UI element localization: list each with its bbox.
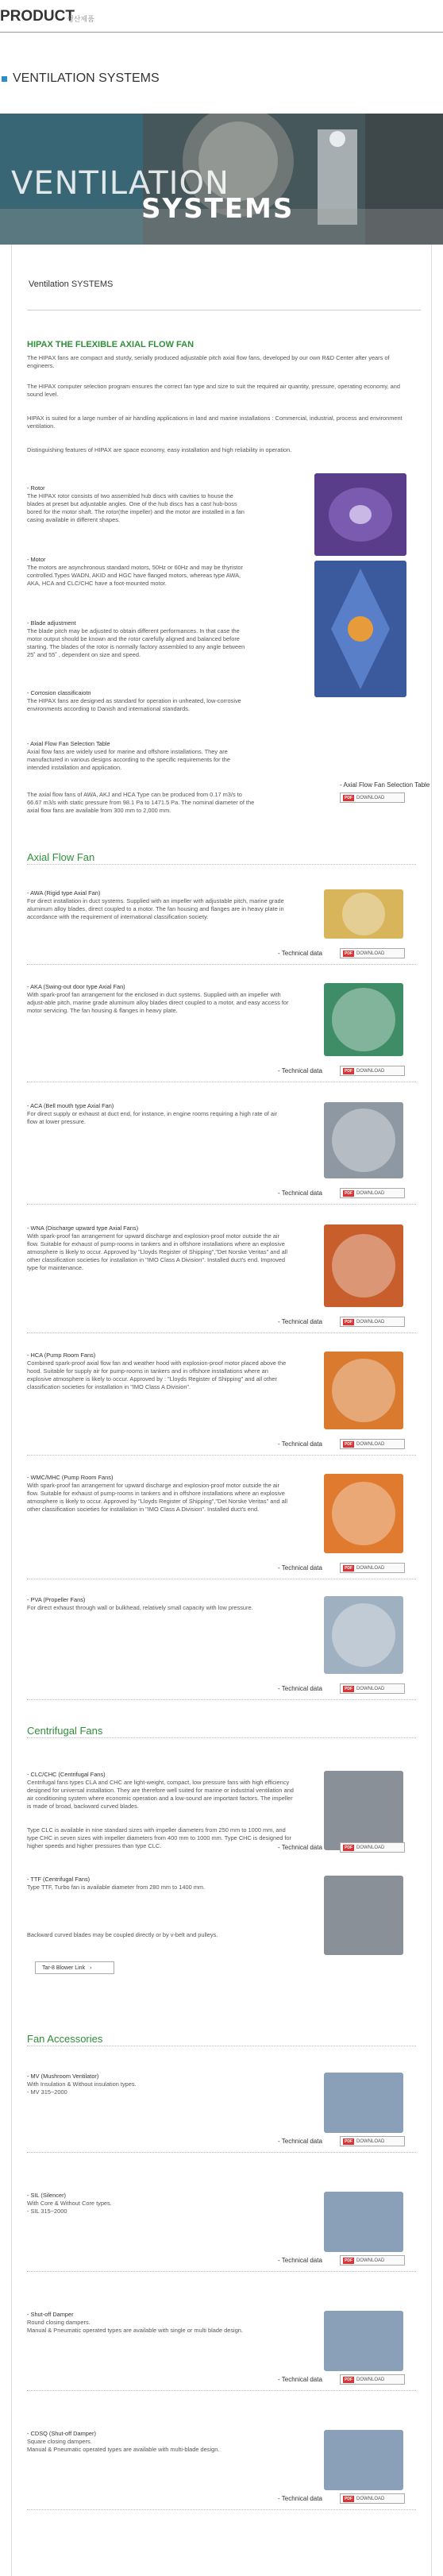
- selection-table-title: - Axial Flow Fan Selection Table: [27, 740, 110, 747]
- technical-data-pdf-button[interactable]: PDF DOWNLOAD: [340, 1188, 405, 1198]
- intro-paragraph-2: The HIPAX computer selection program ensures the correct fan type and size to suit the required air quantity, pressure, operating economy, and sound level.: [27, 383, 400, 398]
- fan-product-image: [324, 1771, 403, 1850]
- technical-data-pdf-button[interactable]: PDF DOWNLOAD: [340, 1842, 405, 1853]
- rotor-title: - Rotor: [27, 484, 45, 492]
- section-bullet-icon: [2, 76, 7, 82]
- technical-data-label: - Technical data: [278, 1440, 322, 1448]
- technical-data-label: - Technical data: [278, 1190, 322, 1197]
- technical-data-label: - Technical data: [278, 950, 322, 957]
- axial-fan-name: - HCA (Pump Room Fans): [27, 1352, 96, 1359]
- motor-text: The motors are asynchronous standard motors, 50Hz or 60Hz and may be thyristor controlled.Types WADN, AKID and HGC have flanged motors, whereas type AWA, AKA, HCA and CLC/CHC have a foot-mounted motor.: [27, 564, 243, 587]
- fan-product-image: [324, 983, 403, 1056]
- accessory-product-image: [324, 2192, 403, 2252]
- title-divider: [0, 32, 443, 33]
- axial-fan-desc: With spark-proof fan arrangement for upward discharge and explosion-proof motor outside the air flow. Suitable for exhaust of pump-rooms in tankers and in offshore installations where an explosive atmosphere is likely to occur. Approved by "Lloyds Register of Shipping","Det Norske Veritas" and all other classification societies for installation in "IMO Class A Division". Installed duct's end.: [27, 1482, 288, 1513]
- centrifugal-fan-desc-2: Type CLC is available in nine standard sizes with impeller diameters from 250 mm to 1000 mm, and type CHC in seven sizes with impeller diameters from 400 mm to 1000 mm. Type CHC is designed for higher speeds and higher pressures than type CLC.: [27, 1826, 291, 1849]
- axial-fan-name: - WMC/MHC (Pump Room Fans): [27, 1474, 114, 1481]
- technical-data-pdf-button[interactable]: PDF DOWNLOAD: [340, 1317, 405, 1327]
- intro-paragraph-1: The HIPAX fans are compact and sturdy, serially produced adjustable pitch axial flow fans, developed by our own R&D Center after years of engineers.: [27, 354, 390, 369]
- intro-paragraph-3: HIPAX is suited for a large number of air handling applications in land and marine installations : Commercial, industrial, process and environment ventilation.: [27, 415, 403, 430]
- blower-link-button[interactable]: Tar-8 Blower Link ›: [35, 1961, 114, 1974]
- technical-data-label: - Technical data: [278, 1564, 322, 1571]
- intro-label: Ventilation SYSTEMS: [29, 280, 114, 289]
- axial-fan-name: - WNA (Discharge upward type Axial Fans): [27, 1224, 139, 1232]
- centrifugal-fan-desc-2: Backward curved blades may be coupled directly or by v-belt and pulleys.: [27, 1931, 218, 1938]
- technical-data-pdf-button[interactable]: PDF DOWNLOAD: [340, 1439, 405, 1449]
- row-divider: [27, 1699, 416, 1700]
- accessory-desc-2: Manual & Pneumatic operated types are available with multi-blade design.: [27, 2446, 220, 2453]
- hero-word-systems: SYSTEMS: [141, 193, 295, 225]
- pdf-icon: PDF: [345, 2496, 352, 2501]
- centrifugal-fan-desc: Type TTF, Turbo fan is available diameter from 280 mm to 1400 mm.: [27, 1884, 206, 1891]
- impeller-image: [314, 561, 406, 697]
- technical-data-label: - Technical data: [278, 1067, 322, 1074]
- technical-data-pdf-button[interactable]: PDF DOWNLOAD: [340, 2493, 405, 2504]
- fan-product-image: [324, 1596, 403, 1674]
- pdf-icon: PDF: [345, 795, 352, 800]
- axial-fan-name: - ACA (Bell mouth type Axial Fan): [27, 1102, 114, 1109]
- technical-data-label: - Technical data: [278, 2495, 322, 2502]
- accessory-name: - SIL (Silencer): [27, 2192, 67, 2199]
- technical-data-pdf-button[interactable]: PDF DOWNLOAD: [340, 1563, 405, 1573]
- technical-data-pdf-button[interactable]: PDF DOWNLOAD: [340, 2255, 405, 2266]
- axial-fan-desc: For direct supply or exhaust at duct end, for instance, in engine rooms requiring a high rate of air flow at lower pressure.: [27, 1110, 278, 1125]
- fan-product-image: [324, 1224, 403, 1307]
- corrosion-title: - Corrosion classificaiotn: [27, 689, 91, 696]
- rotor-text: The HIPAX rotor consists of two assembled hub discs with cavities to house the blades at preset but adjustable angles. One of the hub discs has a cast hub-boss bored for the motor shaft. The rotor(the impeller) and the motor are installed in a fan casing available in different shapes.: [27, 492, 245, 523]
- centrifugal-heading: Centrifugal Fans: [27, 1725, 103, 1737]
- technical-data-label: - Technical data: [278, 2257, 322, 2264]
- pdf-icon: PDF: [345, 1068, 352, 1074]
- axial-fan-desc: Combined spark-proof axial flow fan and weather hood with explosion-proof motor placed above the hood. Suitable for supply air for pump-rooms in tankers and in offshore installations where an explosive atmosphere is likely to occur. Approved by : "Lloyds Register of Shipping" and all other classification societies for installation in "IMO Class A Division".: [27, 1359, 287, 1390]
- pdf-icon: PDF: [345, 2138, 352, 2144]
- centrifugal-fan-name: - TTF (Centrifugal Fans): [27, 1876, 91, 1883]
- pdf-icon: PDF: [345, 951, 352, 956]
- technical-data-pdf-button[interactable]: PDF DOWNLOAD: [340, 2136, 405, 2146]
- centrifugal-fan-desc: Centrifugal fans types CLA and CHC are light-weight, compact, low pressure fans with high efficiency designed for universal installation. They are therefore well suited for marine or industrial ventilation and air conditioning system where economic operation and a low-sound are important factors. The impeller is made of broad, backward curved blades.: [27, 1779, 294, 1810]
- fan-product-image: [324, 1352, 403, 1429]
- accessory-product-image: [324, 2073, 403, 2133]
- accessory-desc: With Core & Without Core types.: [27, 2200, 112, 2207]
- pdf-icon: PDF: [345, 1845, 352, 1850]
- selection-table-text: Axial flow fans are widely used for marine and offshore installations. They are manufactured in various designs according to the specific requirements for the intended installation and application.: [27, 748, 230, 771]
- selection-table-link[interactable]: - Axial Flow Fan Selection Table: [340, 781, 430, 789]
- motor-title: - Motor: [27, 556, 46, 563]
- row-divider: [27, 1204, 416, 1205]
- hipax-heading: HIPAX THE FLEXIBLE AXIAL FLOW FAN: [27, 340, 195, 349]
- pdf-icon: PDF: [345, 2377, 352, 2382]
- hero-banner: [0, 114, 443, 245]
- accessory-desc: With Insulation & Without insulation types.: [27, 2080, 137, 2088]
- accessories-heading: Fan Accessories: [27, 2033, 103, 2045]
- accessory-name: - MV (Mushroom Ventilator): [27, 2073, 99, 2080]
- intro-paragraph-4: Distinguishing features of HIPAX are space economy, easy installation and high reliability in operation.: [27, 446, 292, 453]
- axial-fan-desc: For direct exhaust through wall or bulkhead, relatively small capacity with low pressure.: [27, 1604, 253, 1611]
- impeller-graphic: [314, 561, 406, 697]
- size-range-text: The axial flow fans of AWA, AKJ and HCA Type can be produced from 0.17 m3/s to 66.67 m3/s with static pressure from 98.1 Pa to 1471.5 Pa. The nominal diameter of the axial flow fans are available from 300 mm to 2,000 mm.: [27, 791, 255, 814]
- pdf-icon: PDF: [345, 1190, 352, 1196]
- fan-product-image: [324, 889, 403, 939]
- page-subtitle: 생산제품: [67, 15, 94, 23]
- axial-fan-desc: With spark-proof fan arrangement for the enclosed in duct systems. Supplied with an impeller with adjust-able pitch, marine grade aluminum alloy blades direct coupled to a motor, and easy access for motor servicing. The fan housing & flanges in heavy plate.: [27, 991, 289, 1014]
- arrow-right-icon: ›: [90, 1965, 92, 1971]
- row-divider: [27, 2390, 416, 2391]
- centrifugal-divider: [27, 1737, 416, 1738]
- technical-data-label: - Technical data: [278, 1318, 322, 1325]
- accessory-desc: Round closing dampers.: [27, 2319, 91, 2326]
- technical-data-pdf-button[interactable]: PDF DOWNLOAD: [340, 2374, 405, 2385]
- blade-title: - Blade adjustment: [27, 619, 76, 627]
- pdf-icon: PDF: [345, 1565, 352, 1571]
- accessory-desc-2: Manual & Pneumatic operated types are available with single or multi blade design.: [27, 2327, 243, 2334]
- centrifugal-fan-name: - CLC/CHC (Centrifugal Fans): [27, 1771, 106, 1778]
- axial-fan-desc: With spark-proof fan arrangement for upward discharge and explosion-proof motor outside the air flow. Suitable for exhaust of pump-rooms in tankers and in offshore installations where an explosive atmosphere is likely to occur. Approved by "Lloyds Register of Shipping","Det Norske Veritas" and all other classification societies for installation in "IMO Class A Division". Installed duct's end. Improved type for maintenance.: [27, 1232, 288, 1271]
- pdf-icon: PDF: [345, 1319, 352, 1325]
- row-divider: [27, 964, 416, 965]
- axial-fan-name: - PVA (Propeller Fans): [27, 1596, 86, 1603]
- fan-product-image: [324, 1876, 403, 1955]
- technical-data-label: - Technical data: [278, 2138, 322, 2145]
- technical-data-pdf-button[interactable]: PDF DOWNLOAD: [340, 948, 405, 958]
- axial-fan-name: - AWA (Rigid type Axial Fan): [27, 889, 101, 897]
- page-title: PRODUCT: [0, 8, 75, 25]
- row-divider: [27, 2271, 416, 2272]
- rotor-graphic: [314, 473, 406, 556]
- corrosion-text: The HIPAX fans are designed as standard for operation in unheated, low-corrosive environments according to Danish and international standards.: [27, 697, 241, 712]
- accessory-desc-2: - MV 315~2000: [27, 2088, 67, 2096]
- section-title: VENTILATION SYSTEMS: [13, 71, 160, 85]
- pdf-icon: PDF: [345, 1686, 352, 1691]
- blade-text: The blade pitch may be adjusted to obtain different performances. In that case the motor output should be known and the rotor carefully aligned and balanced before starting. The blades of the rotor is normally factory assembled to any angle between 25˚ and 55˚ , dependent on size and speed.: [27, 627, 245, 658]
- row-divider: [27, 1332, 416, 1333]
- accessory-name: - Shut-off Damper: [27, 2311, 74, 2318]
- accessory-desc: Square closing dampers.: [27, 2438, 92, 2445]
- axial-fan-desc: For direct installation in duct systems. Supplied with an impeller with adjustable pitch, marine grade aluminum alloy blades, direct coupled to a motor. The fan housing and flanges are in heavy plate in accordance with the requirement of international classification society.: [27, 897, 284, 920]
- accessory-product-image: [324, 2311, 403, 2371]
- axial-fan-heading: Axial Flow Fan: [27, 851, 95, 863]
- accessory-product-image: [324, 2430, 403, 2490]
- pdf-icon: PDF: [345, 2258, 352, 2263]
- row-divider: [27, 2152, 416, 2153]
- rotor-image: [314, 473, 406, 556]
- technical-data-label: - Technical data: [278, 1844, 322, 1851]
- row-divider: [27, 2509, 416, 2510]
- technical-data-pdf-button[interactable]: PDF DOWNLOAD: [340, 1066, 405, 1076]
- axial-divider: [27, 864, 416, 865]
- accessory-name: - CDSQ (Shut-off Damper): [27, 2430, 96, 2437]
- technical-data-label: - Technical data: [278, 1685, 322, 1692]
- selection-table-pdf-button[interactable]: PDF DOWNLOAD: [340, 792, 405, 803]
- axial-fan-name: - AKA (Swing-out door type Axial Fan): [27, 983, 125, 990]
- fan-product-image: [324, 1102, 403, 1178]
- pdf-icon: PDF: [345, 1441, 352, 1447]
- accessory-desc-2: - SIL 315~2000: [27, 2208, 67, 2215]
- row-divider: [27, 1455, 416, 1456]
- hero-word-ventilation: VENTILATION: [11, 165, 229, 202]
- fan-product-image: [324, 1474, 403, 1553]
- technical-data-label: - Technical data: [278, 2376, 322, 2383]
- technical-data-pdf-button[interactable]: PDF DOWNLOAD: [340, 1683, 405, 1694]
